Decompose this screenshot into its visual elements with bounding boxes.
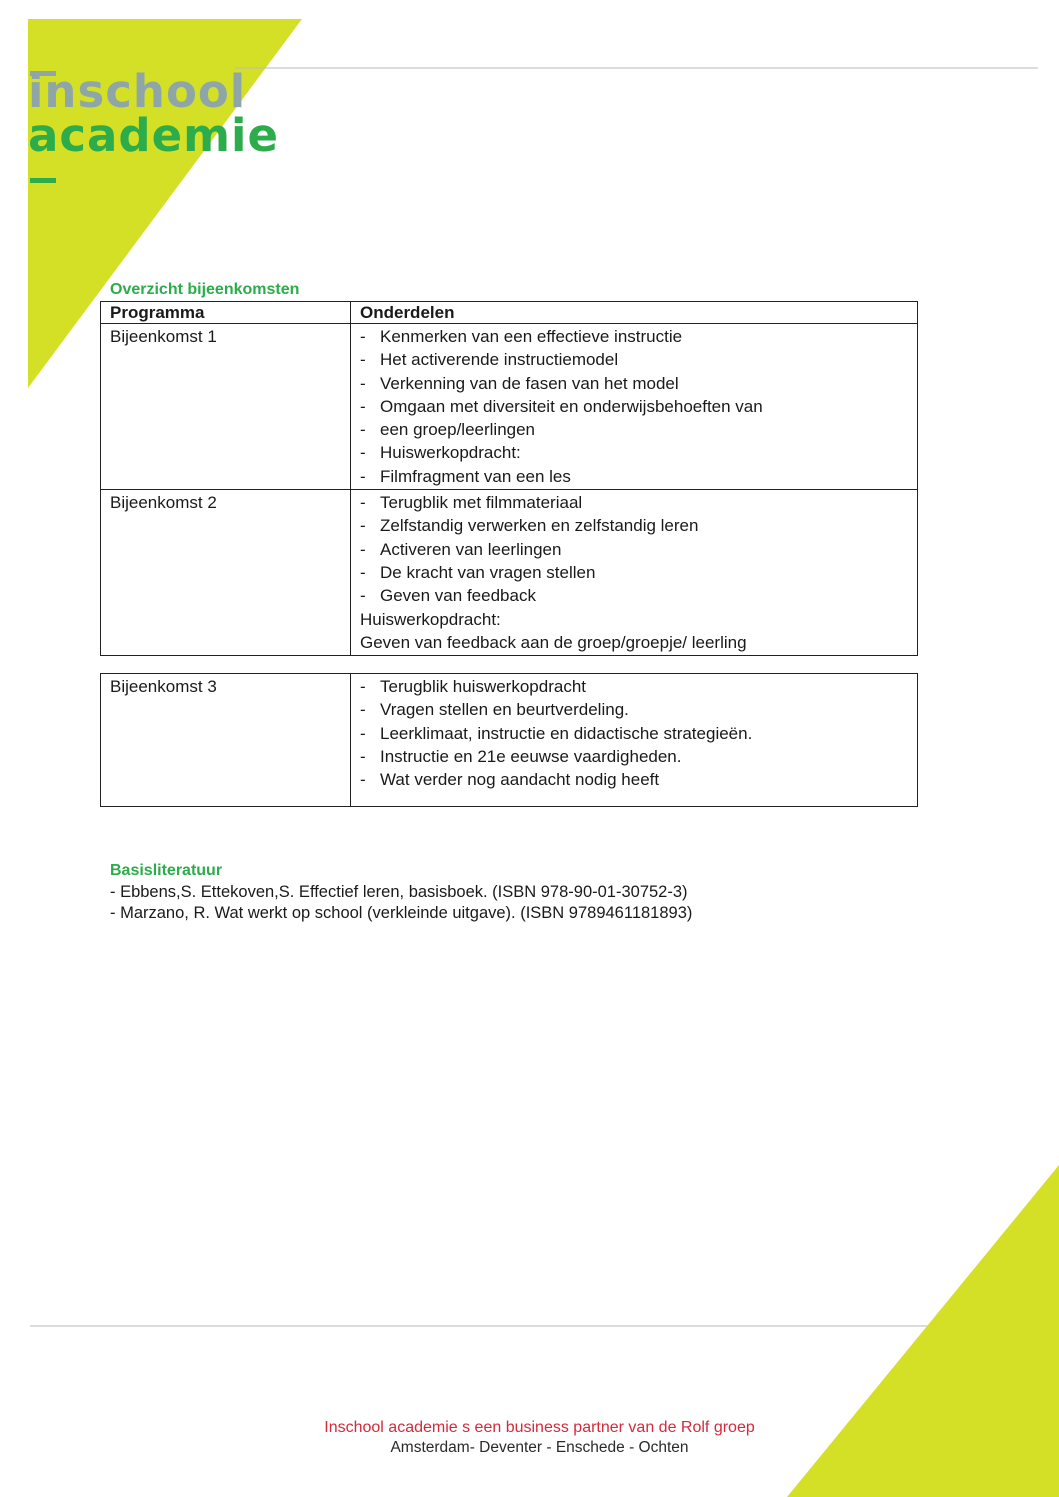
list-item: - Terugblik huiswerkopdracht [360,677,586,696]
column-header-program: Programma [101,302,351,324]
list-item: - Geven van feedback [360,586,536,606]
list-item: - Zelfstandig verwerken en zelfstandig leren [360,516,699,536]
list-item: - Verkenning van de fasen van het model [360,373,679,393]
meeting-name: Bijeenkomst 2 [101,490,351,656]
literature-heading: Basisliteratuur [110,862,223,879]
footer [0,1417,1059,1458]
footer-locations-line: Amsterdam- Deventer - Enschede - Ochten [390,1439,689,1456]
meeting-items [351,490,918,656]
meeting-name: Bijeenkomst 1 [101,324,351,490]
footer-partner-line: Inschool academie s een business partner van de Rolf groep [324,1419,755,1436]
meeting-items [351,324,918,490]
meetings-table-continued [100,673,918,807]
logo-line-inschool: inschool [28,65,247,118]
list-item: - De kracht van vragen stellen [360,562,596,582]
list-item: - Terugblik met filmmateriaal [360,493,583,513]
column-header-parts: Onderdelen [351,302,918,324]
list-item: - Activeren van leerlingen [360,539,562,559]
list-item: - Vragen stellen en beurtverdeling. [360,700,629,720]
meeting-items [351,674,918,807]
table-header-row [101,302,918,324]
table-row [101,490,918,656]
overview-heading: Overzicht bijeenkomsten [110,281,300,298]
table-row [101,324,918,490]
list-item: - Leerklimaat, instructie en didactische strategieën. [360,723,753,743]
list-item: - een groep/leerlingen [360,420,536,440]
list-item: - Instructie en 21e eeuwse vaardigheden. [360,746,682,766]
meeting-name: Bijeenkomst 3 [101,674,351,807]
logo [28,65,279,162]
table-row [101,674,918,807]
literature-list [110,882,692,924]
logo-line-academie: academie [28,109,279,162]
list-item: - Wat verder nog aandacht nodig heeft [360,770,660,790]
logo-bottom-bar [30,178,56,183]
literature-item: - Marzano, R. Wat werkt op school (verkleinde uitgave). (ISBN 9789461181893) [110,904,693,922]
list-item: - Kenmerken van een effectieve instructie [360,327,683,346]
list-item: - Huiswerkopdracht: [360,443,521,463]
list-item: - Omgaan met diversiteit en onderwijsbehoeften van [360,396,763,416]
meetings-table [100,301,918,656]
literature-item: - Ebbens,S. Ettekoven,S. Effectief leren, basisboek. (ISBN 978-90-01-30752-3) [110,883,688,901]
homework-label: Huiswerkopdracht: [360,609,501,629]
list-item: - Filmfragment van een les [360,466,571,486]
homework-text: Geven van feedback aan de groep/groepje/ leerling [360,632,747,652]
list-item: - Het activerende instructiemodel [360,350,619,370]
